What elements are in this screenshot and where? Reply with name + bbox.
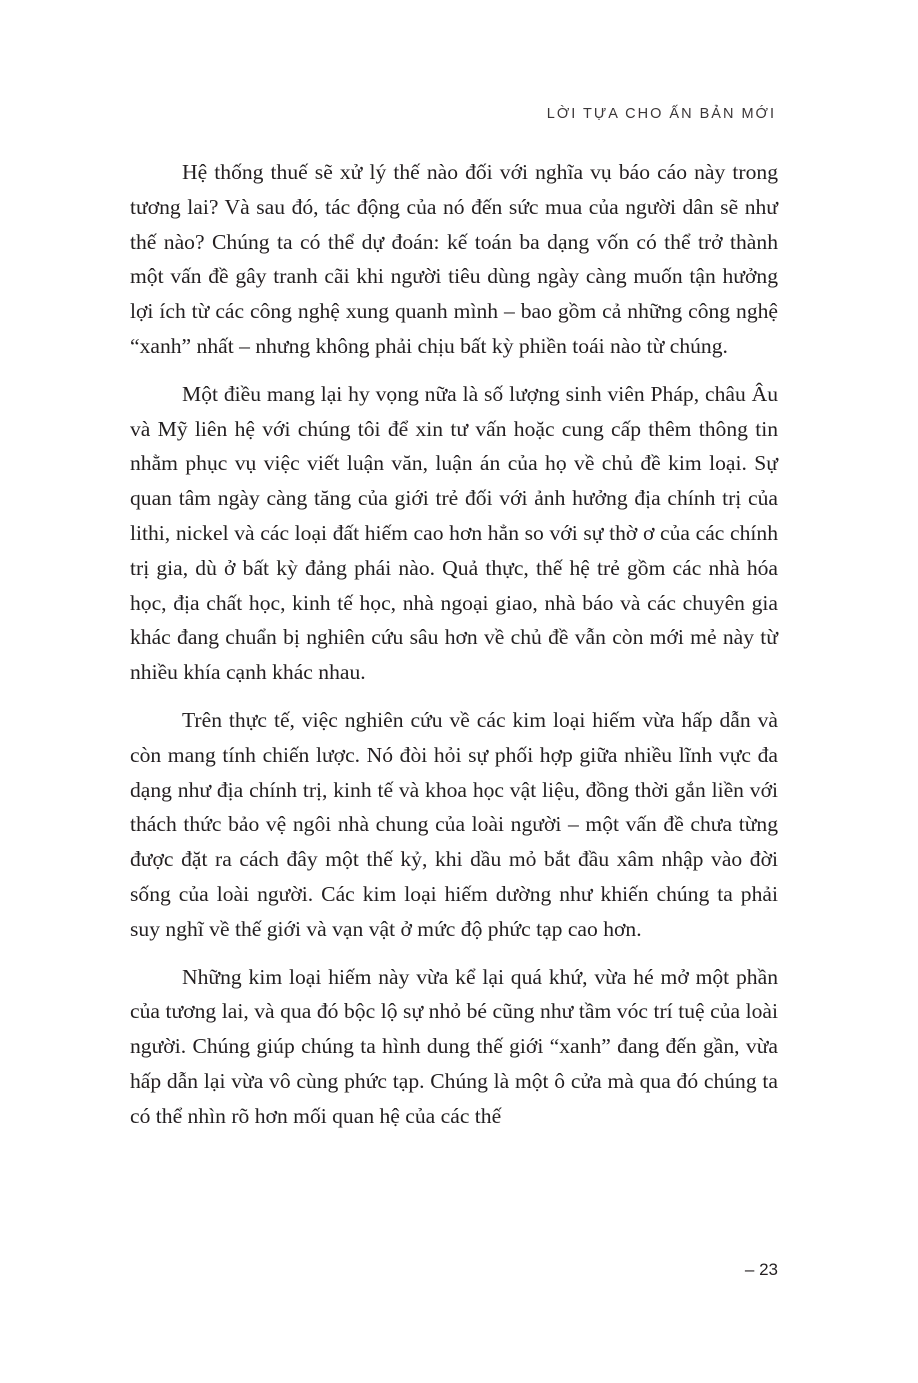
running-header: LỜI TỰA CHO ẤN BẢN MỚI [546,106,776,122]
paragraph-4: Những kim loại hiếm này vừa kể lại quá khứ, vừa hé mở một phần của tương lai, và qua đó bộc lộ sự nhỏ bé cũng như tầm vóc trí tuệ của loài người. Chúng giúp chúng ta hình dung thế giới “xanh” đang đến gần, vừa hấp dẫn lại vừa vô cùng phức tạp. Chúng là một ô cửa mà qua đó chúng ta có thể nhìn rõ hơn mối quan hệ của các thế [130,964,778,1128]
page-number: – 23 [744,1260,778,1279]
paragraph-1: Hệ thống thuế sẽ xử lý thế nào đối với nghĩa vụ báo cáo này trong tương lai? Và sau đó, tác động của nó đến sức mua của người dân sẽ như thế nào? Chúng ta có thể dự đoán: kế toán ba dạng vốn có thể trở thành một vấn đề gây tranh cãi khi người tiêu dùng ngày càng muốn tận hưởng lợi ích từ các công nghệ xung quanh mình – bao gồm cả những công nghệ “xanh” nhất – nhưng không phải chịu bất kỳ phiền toái nào từ chúng. [130,160,778,358]
body-text [130,155,778,1147]
paragraph-2: Một điều mang lại hy vọng nữa là số lượng sinh viên Pháp, châu Âu và Mỹ liên hệ với chúng tôi để xin tư vấn hoặc cung cấp thêm thông tin nhằm phục vụ việc viết luận văn, luận án của họ về chủ đề kim loại. Sự quan tâm ngày càng tăng của giới trẻ đối với ảnh hưởng địa chính trị của lithi, nickel và các loại đất hiếm cao hơn hẳn so với sự thờ ơ của các chính trị gia, dù ở bất kỳ đảng phái nào. Quả thực, thế hệ trẻ gồm các nhà hóa học, địa chất học, kinh tế học, nhà ngoại giao, nhà báo và các chuyên gia khác đang chuẩn bị nghiên cứu sâu hơn về chủ đề vẫn còn mới mẻ này từ nhiều khía cạnh khác nhau. [130,381,778,685]
paragraph-3: Trên thực tế, việc nghiên cứu về các kim loại hiếm vừa hấp dẫn và còn mang tính chiến lược. Nó đòi hỏi sự phối hợp giữa nhiều lĩnh vực đa dạng như địa chính trị, kinh tế và khoa học vật liệu, đồng thời gắn liền với thách thức bảo vệ ngôi nhà chung của loài người – một vấn đề chưa từng được đặt ra cách đây một thế kỷ, khi dầu mỏ bắt đầu xâm nhập vào đời sống của loài người. Các kim loại hiếm dường như khiến chúng ta phải suy nghĩ về thế giới và vạn vật ở mức độ phức tạp cao hơn. [130,707,778,941]
